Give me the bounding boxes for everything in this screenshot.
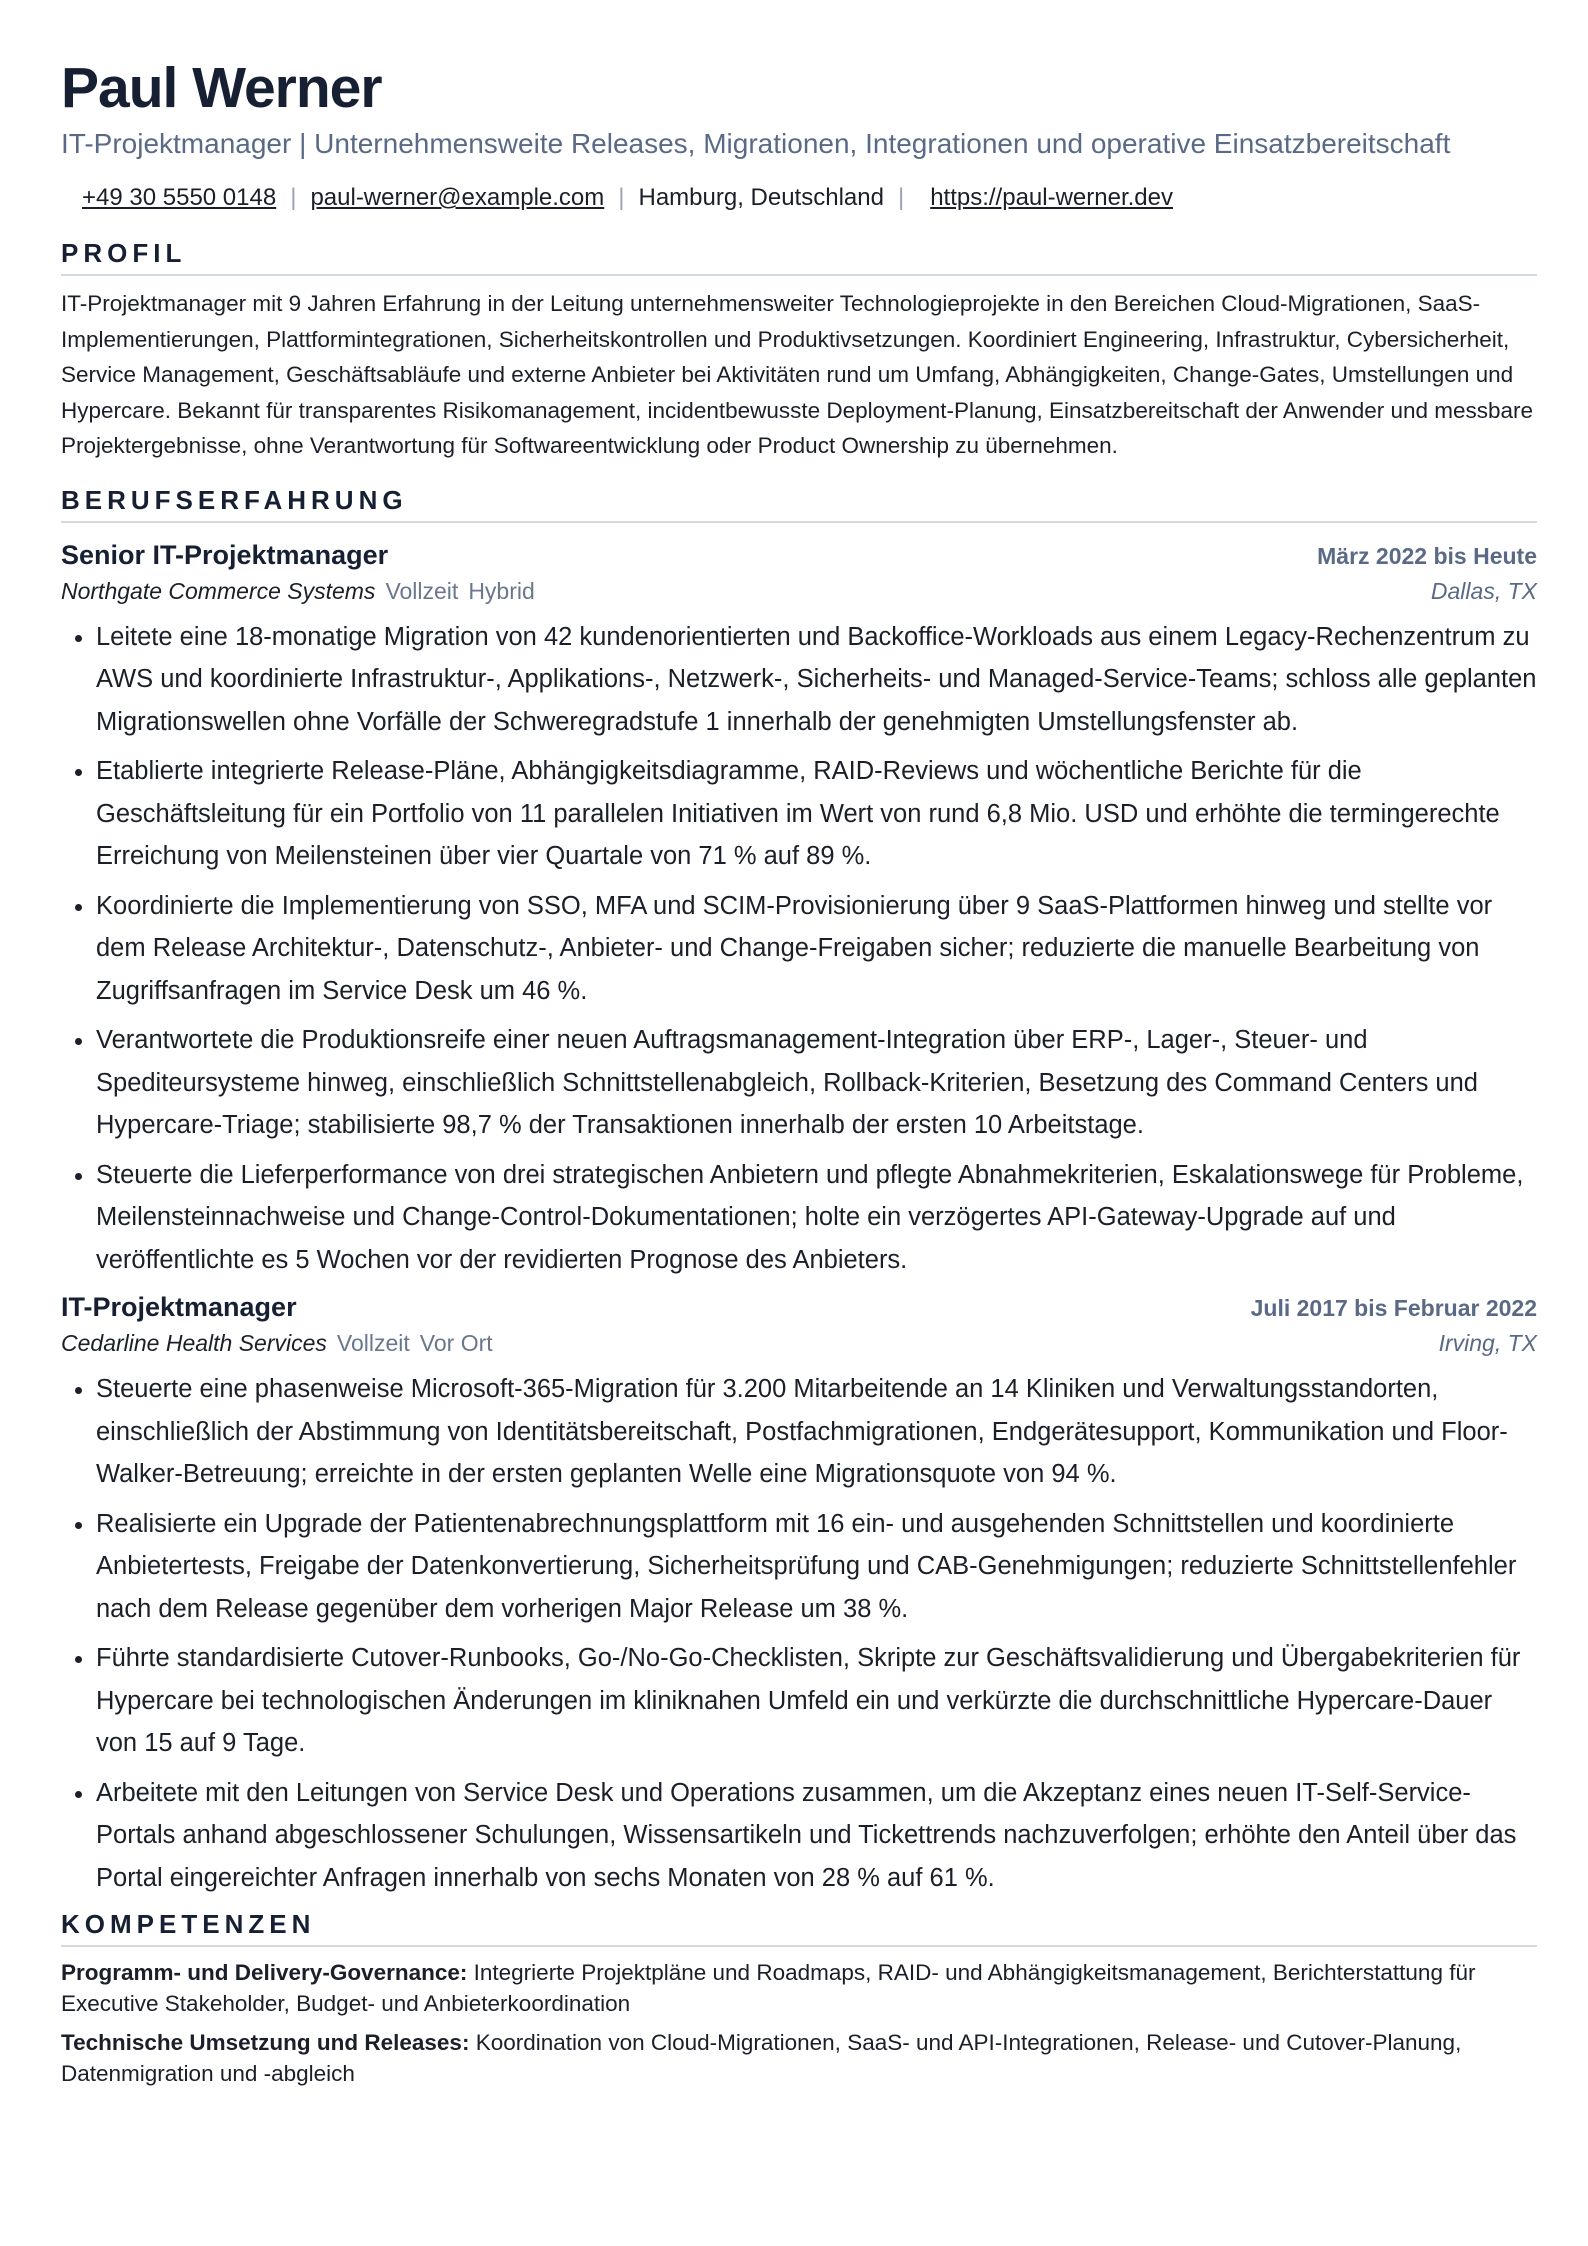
website-link[interactable]: https://paul-werner.dev xyxy=(930,184,1173,211)
skill-text: Koordination von Cloud-Migrationen, SaaS- und API-Integrationen, Release- und Cutover-Planung, Datenmigration und -abgleich xyxy=(61,2030,1462,2086)
job-dates: Juli 2017 bis Februar 2022 xyxy=(1250,1295,1537,1321)
job-bullet: • Steuerte die Lieferperformance von drei strategischen Anbietern und pflegte Abnahmekriterien, Eskalationswege für Probleme, Meilensteinnachweise und Change-Control-Dokumentationen; holte ein verzögertes API-Gateway-Upgrade auf und veröffentlichte es 5 Wochen vor der revidierten Prognose des Anbieters. xyxy=(96,1154,1537,1282)
contact-separator: | xyxy=(897,184,905,211)
contact-bar xyxy=(61,182,1537,214)
job-bullet: • Realisierte ein Upgrade der Patientenabrechnungsplattform mit 16 ein- und ausgehenden Schnittstellen und koordinierte Anbietertests, Freigabe der Datenkonvertierung, Sicherheitsprüfung und CAB-Genehmigungen; reduzierte Schnittstellenfehler nach dem Release gegenüber dem vorherigen Major Release um 38 %. xyxy=(96,1503,1537,1631)
job-title: IT-Projektmanager xyxy=(61,1292,297,1322)
experience-heading: BERUFSERFAHRUNG xyxy=(61,483,1537,523)
job-bullet: • Etablierte integrierte Release-Pläne, Abhängigkeitsdiagramme, RAID-Reviews und wöchentliche Berichte für die Geschäftsleitung für ein Portfolio von 11 parallelen Initiativen im Wert von rund 6,8 Mio. USD und erhöhte die termingerechte Erreichung von Meilensteinen über vier Quartale von 71 % auf 89 %. xyxy=(96,750,1537,878)
skill-text: Integrierte Projektpläne und Roadmaps, RAID- und Abhängigkeitsmanagement, Berichterstattung für Executive Stakeholder, Budget- und Anbieterkoordination xyxy=(61,1960,1476,2016)
job-bullets xyxy=(61,1368,1537,1899)
contact-separator: | xyxy=(618,184,625,211)
job-bullet: • Leitete eine 18-monatige Migration von 42 kundenorientierten und Backoffice-Workloads aus einem Legacy-Rechenzentrum zu AWS und koordinierte Infrastruktur-, Applikations-, Netzwerk-, Sicherheits- und Managed-Service-Teams; schloss alle geplanten Migrationswellen ohne Vorfälle der Schweregradstufe 1 innerhalb der genehmigten Umstellungsfenster ab. xyxy=(96,616,1537,744)
phone-link[interactable]: +49 30 5550 0148 xyxy=(82,184,277,211)
work-mode: Hybrid xyxy=(468,577,535,604)
job-bullet: • Koordinierte die Implementierung von SSO, MFA und SCIM-Provisionierung über 9 SaaS-Plattformen hinweg und stellte vor dem Release Architektur-, Datenschutz-, Anbieter- und Change-Freigaben sicher; reduzierte die manuelle Bearbeitung von Zugriffsanfragen im Service Desk um 46 %. xyxy=(96,885,1537,1013)
job-bullets xyxy=(61,616,1537,1282)
skill-label: Technische Umsetzung und Releases: xyxy=(61,2030,470,2055)
location-text: Hamburg, Deutschland xyxy=(638,184,884,211)
company-name: Cedarline Health Services xyxy=(61,1330,327,1356)
job-bullet: • Führte standardisierte Cutover-Runbooks, Go-/No-Go-Checklisten, Skripte zur Geschäftsvalidierung und Übergabekriterien für Hypercare bei technologischen Änderungen im kliniknahen Umfeld ein und verkürzte die durchschnittliche Hypercare-Dauer von 15 auf 9 Tage. xyxy=(96,1637,1537,1765)
job-dates: März 2022 bis Heute xyxy=(1317,542,1537,569)
candidate-name: Paul Werner xyxy=(61,56,382,120)
job-title: Senior IT-Projektmanager xyxy=(61,539,389,570)
candidate-headline: IT-Projektmanager | Unternehmensweite Releases, Migrationen, Integrationen und operative Einsatzbereitschaft xyxy=(61,128,1451,159)
work-mode: Vor Ort xyxy=(419,1330,493,1356)
job-bullet: • Steuerte eine phasenweise Microsoft-365-Migration für 3.200 Mitarbeitende an 14 Kliniken und Verwaltungsstandorten, einschließlich der Abstimmung von Identitätsbereitschaft, Postfachmigrationen, Endgerätesupport, Kommunikation und Floor-Walker-Betreuung; erreichte in der ersten geplanten Welle eine Migrationsquote von 94 %. xyxy=(96,1368,1537,1496)
skill-label: Programm- und Delivery-Governance: xyxy=(61,1960,468,1985)
skills-heading: KOMPETENZEN xyxy=(61,1907,1537,1947)
profile-heading: PROFIL xyxy=(61,236,1537,276)
skill-group xyxy=(61,1957,1537,2019)
profile-summary: IT-Projektmanager mit 9 Jahren Erfahrung in der Leitung unternehmensweiter Technologieprojekte in den Bereichen Cloud-Migrationen, SaaS-Implementierungen, Plattformintegrationen, Sicherheitskontrollen und Produktivsetzungen. Koordiniert Engineering, Infrastruktur, Cybersicherheit, Service Management, Geschäftsabläufe und externe Anbieter bei Aktivitäten rund um Umfang, Abhängigkeiten, Change-Gates, Umstellungen und Hypercare. Bekannt für transparentes Risikomanagement, incidentbewusste Deployment-Planung, Einsatzbereitschaft der Anwender und messbare Projektergebnisse, ohne Verantwortung für Softwareentwicklung oder Product Ownership zu übernehmen. xyxy=(61,291,1534,458)
company-name: Northgate Commerce Systems xyxy=(61,577,376,604)
job-bullet: • Verantwortete die Produktionsreife einer neuen Auftragsmanagement-Integration über ERP-, Lager-, Steuer- und Spediteursysteme hinweg, einschließlich Schnittstellenabgleich, Rollback-Kriterien, Besetzung des Command Centers und Hypercare-Triage; stabilisierte 98,7 % der Transaktionen innerhalb der ersten 10 Arbeitstage. xyxy=(96,1019,1537,1147)
skill-group xyxy=(61,2027,1537,2089)
job-entry xyxy=(61,1289,1537,1899)
job-location: Dallas, TX xyxy=(1430,577,1537,604)
contact-separator: | xyxy=(290,184,297,211)
employment-type: Vollzeit xyxy=(385,577,459,604)
email-link[interactable]: paul-werner@example.com xyxy=(310,184,605,211)
employment-type: Vollzeit xyxy=(336,1330,410,1356)
job-entry xyxy=(61,537,1537,1282)
job-location: Irving, TX xyxy=(1438,1330,1537,1356)
job-bullet: • Arbeitete mit den Leitungen von Service Desk und Operations zusammen, um die Akzeptanz eines neuen IT-Self-Service-Portals anhand abgeschlossener Schulungen, Wissensartikeln und Tickettrends nachzuverfolgen; erhöhte den Anteil über das Portal eingereichter Anfragen innerhalb von sechs Monaten von 28 % auf 61 %. xyxy=(96,1772,1537,1900)
